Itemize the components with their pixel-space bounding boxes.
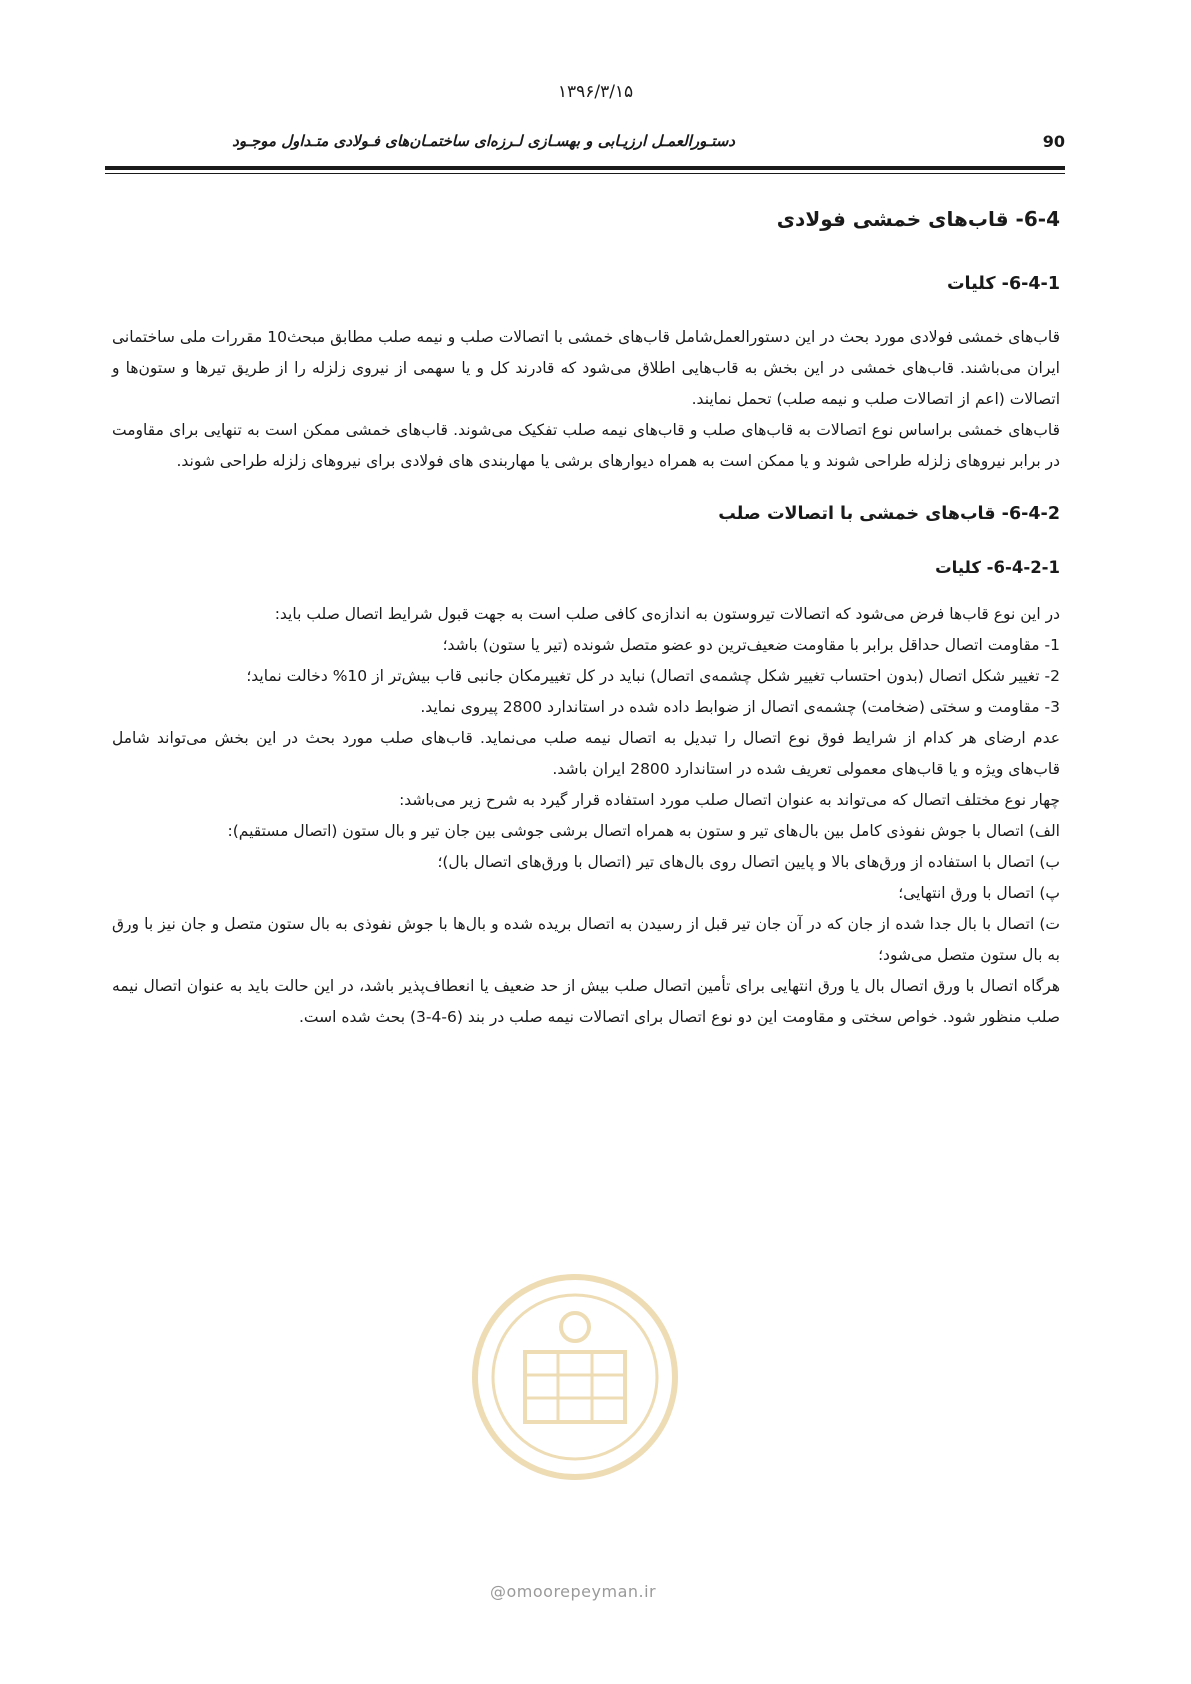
list-item-3: 3- مقاومت و سختی (ضخامت) چشمه‌ی اتصال از ضوابط داده شده در استاندارد 2800 پیروی نماید.: [420, 698, 1060, 716]
document-date: ۱۳۹۶/۳/۱۵: [557, 82, 634, 102]
header-rule-thin: [105, 173, 1065, 174]
list-item-te: ت) اتصال با بال جدا شده از جان که در آن جان تیر قبل از رسیدن به اتصال بریده شده و بال‌ها با جوش نفوذی به بال ستون متصل و جان نیز با ورق به بال ستون متصل می‌شود؛: [112, 915, 1060, 964]
seal-logo-icon: [470, 1272, 680, 1482]
running-header-title: دستـورالعمـل ارزیـابی و بهسـازی لـرزه‌ای ساختمـان‌های فـولادی متـداول موجـود: [232, 132, 735, 150]
header-rule-thick: [105, 166, 1065, 170]
section-heading-6-4-1: 6-4-1- کلیات: [946, 274, 1060, 294]
page-number: 90: [1042, 132, 1065, 151]
paragraph-3: در این نوع قاب‌ها فرض می‌شود که اتصالات تیروستون به اندازه‌ی کافی صلب است به جهت قبول شرایط اتصال صلب باید:: [274, 605, 1060, 623]
paragraph-4: عدم ارضای هر کدام از شرایط فوق نوع اتصال را تبدیل به اتصال نیمه صلب می‌نماید. قاب‌های صلب مورد بحث در این بخش می‌تواند شامل قاب‌های ویژه و یا قاب‌های معمولی تعریف شده در استاندارد 2800 ایران باشد.: [112, 729, 1060, 778]
watermark-url: @omoorepeyman.ir: [490, 1582, 657, 1601]
list-item-2: 2- تغییر شکل اتصال (بدون احتساب تغییر شکل چشمه‌ی اتصال) نباید در کل تغییرمکان جانبی قاب بیش‌تر از 10% دخالت نماید؛: [246, 667, 1060, 685]
section-heading-6-4-2-1: 6-4-2-1- کلیات: [935, 558, 1060, 577]
list-item-pe: پ) اتصال با ورق انتهایی؛: [898, 884, 1060, 902]
paragraph-6: هرگاه اتصال با ورق اتصال بال یا ورق انتهایی برای تأمین اتصال صلب بیش از حد ضعیف یا انعطاف‌پذیر باشد، در این حالت باید به عنوان اتصال نیمه صلب منظور شود. خواص سختی و مقاومت این دو نوع اتصال برای اتصالات نیمه صلب در بند (6-4-3) بحث شده است.: [112, 977, 1060, 1026]
list-item-be: ب) اتصال با استفاده از ورق‌های بالا و پایین اتصال روی بال‌های تیر (اتصال با ورق‌های اتصال بال)؛: [437, 853, 1060, 871]
list-item-1: 1- مقاومت اتصال حداقل برابر با مقاومت ضعیف‌ترین دو عضو متصل شونده (تیر یا ستون) باشد؛: [442, 636, 1060, 654]
paragraph-1: قاب‌های خمشی فولادی مورد بحث در این دستورالعمل‌شامل قاب‌های خمشی با اتصالات صلب و نیمه صلب مطابق مبحث10 مقررات ملی ساختمانی ایران می‌باشند. قاب‌های خمشی در این بخش به قاب‌هایی اطلاق می‌شود که قادرند کل و یا سهمی از نیروی زلزله را از طریق تیرها و ستون‌ها و اتصالات (اعم از اتصالات صلب و نیمه صلب) تحمل نمایند.: [112, 328, 1060, 408]
paragraph-5: چهار نوع مختلف اتصال که می‌تواند به عنوان اتصال صلب مورد استفاده قرار گیرد به شرح زیر می‌باشد:: [399, 791, 1060, 809]
paragraph-2: قاب‌های خمشی براساس نوع اتصالات به قاب‌های صلب و قاب‌های نیمه صلب تفکیک می‌شوند. قاب‌های خمشی ممکن است به تنهایی برای مقاومت در برابر نیروهای زلزله طراحی شوند و یا ممکن است به همراه دیوارهای برشی یا مهاربندی های فولادی برای نیروهای زلزله طراحی شوند.: [112, 421, 1060, 470]
section-heading-6-4-2: 6-4-2- قاب‌های خمشی با اتصالات صلب: [718, 504, 1060, 524]
running-header: [105, 128, 1065, 158]
page-body: [112, 196, 1060, 1033]
section-heading-6-4: 6-4- قاب‌های خمشی فولادی: [776, 207, 1060, 231]
list-item-alef: الف) اتصال با جوش نفوذی کامل بین بال‌های تیر و ستون به همراه اتصال برشی جوشی بین جان تیر و بال ستون (اتصال مستقیم):: [227, 822, 1060, 840]
